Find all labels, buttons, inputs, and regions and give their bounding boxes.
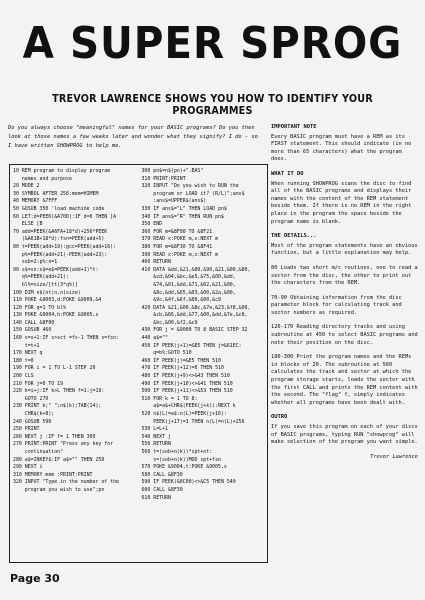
listing-line: 550 RETURN <box>141 441 171 448</box>
listing-line: 320 INPUT "Do you wish to RUN the <box>141 183 239 190</box>
listing-line: 60 LET:d=PEEK(&A70D):IF d=0 THEN [A <box>13 213 117 220</box>
listing-line: 560 t=(sob+n(k))*spt+nt: <box>141 448 213 455</box>
listing-line: 330 IF ans$="L" THEN LOAD pn$ <box>141 205 227 212</box>
listing-line: 430 FOR j = &9000 TO 8 BASIC STEP 32 <box>141 327 248 334</box>
sidebar-section <box>271 295 418 318</box>
listing-line: program you wish to use";pn <box>13 486 105 493</box>
listing-line: &cb,&66,&dd,&77,&00,&dd,&7e,&c8, <box>141 312 248 319</box>
sidebar-heading: IMPORTANT NOTE <box>271 124 317 130</box>
sidebar-paragraph: 70-90 Obtaining information from the disc parameter block for calculating track and sector numbers as required. <box>271 294 402 316</box>
listing-column-left <box>13 168 137 562</box>
listing-line: 440 a$="" <box>141 335 168 342</box>
listing-line: &bc,&00,&f2,&c9 <box>141 319 198 326</box>
listing-line: 110 POKE &9003,d:POKE &9009,&4 <box>13 297 102 304</box>
sidebar-paragraph: If you save this program on each of your discs of BASIC programs, typing RUN "showprog" will make selection of the program you want simple. <box>271 424 418 446</box>
listing-line: 220 k=i+j:IF k>L THEN f=1:j=19: <box>13 388 105 395</box>
listing-line: p%=PEEK(add+21)-PEEK(add+23): <box>13 251 108 258</box>
sidebar-section <box>271 233 418 258</box>
listing-line: 150 GOSUB 460 <box>13 327 52 334</box>
listing-line: 290 NEXT i <box>13 464 43 471</box>
listing-line: 610 RETURN <box>141 494 171 501</box>
listing-line: continuation" <box>13 448 64 455</box>
listing-line: ELSE [B <box>13 221 43 228</box>
listing-line: 350 END <box>141 221 163 228</box>
sidebar-section <box>271 414 418 446</box>
listing-line: 390 READ x:POKE m,x:NEXT m <box>141 251 219 258</box>
sidebar-section <box>271 265 418 288</box>
listing-line: 410 DATA &dd,&21,&00,&90,&21,&00,&80, <box>141 266 251 273</box>
listing-line: 140 CALL &8F00 <box>13 319 55 326</box>
listing-line: bl%=size/[tt(3*q%)] <box>13 281 78 288</box>
listing-line: 240 GOSUB 590 <box>13 418 52 425</box>
listing-line: 540 NEXT j <box>141 433 171 440</box>
listing-line: 370 READ x:POKE m,x:NEXT m <box>141 236 219 243</box>
sidebar-paragraph: 180-300 Print the program names and the REMs in blocks of 20. The subroutine at 560 calculates the track and sector at which the program storage starts, loads the sector with the first CALL and prints the REM content with the second. The "flag" f, simply indicates whether all programs have been dealt with. <box>271 354 418 406</box>
listing-line: 360 FOR m=&8F00 TO &8F21 <box>141 228 213 235</box>
listing-line: 30 SYMBOL AFTER 256:mem=HIMEM <box>13 190 99 197</box>
sidebar-heading: WHAT IT DO <box>271 170 304 177</box>
listing-line: 500 IF PEEK(j+11)<>&53 THEN 510 <box>141 388 233 395</box>
listing-line: 600 CALL &8F30 <box>141 486 183 493</box>
listing-column-right <box>141 168 264 562</box>
listing-line: 520 n$(L)=a$:n(L)=PEEK(j+16): <box>141 411 227 417</box>
sidebar-paragraph: Every BASIC program must have a REM as its FIRST statement. This should indicate (in no more than 65 characters) what the program does. <box>271 133 412 163</box>
listing-line: sob=2:p%:n=1 <box>13 259 58 266</box>
listing-line: 320 INPUT "Type in the number of the <box>13 479 119 486</box>
sidebar-paragraph: Most of the program statements have an obvious function, but a little explanation may help. <box>271 242 418 257</box>
listing-line: 80 t=PEEK(add+19):gcc=PEEK(add+16): <box>13 243 117 250</box>
listing-line: 120 FOR q=1 TO bl% <box>13 304 66 311</box>
listing-line: 450 IF PEEK(j+1)=&E5 THEN j=&61EC: <box>141 342 242 349</box>
sidebar-section <box>271 124 418 164</box>
listing-line: 260 NEXT j :IF f= 1 THEN 300 <box>13 433 96 440</box>
listing-line: 250 PRINT <box>13 426 40 433</box>
author-signature: Trevor Lawrence <box>370 453 418 460</box>
listing-line: 280 a$=INKEY$:IF a$="" THEN 250 <box>13 456 105 463</box>
listing-line: &cd,&04,&bc,&e5,&75,&00,&dd, <box>141 274 236 281</box>
listing-line: 70 add=PEEK(&A6FA+18*d)+256*PEEK <box>13 228 108 235</box>
listing-line: 210 FOR j=0 TO 19 <box>13 380 64 387</box>
listing-line: &8c,&dd,&65,&03,&00,&2a,&00, <box>141 289 236 296</box>
listing-line: GOTO 270 <box>13 395 49 402</box>
sidebar-heading: OUTRO <box>271 414 288 421</box>
listing-line: 230 PRINT k;" ";n$(k);TAB(14); <box>13 403 102 410</box>
listing-line: q=b%:GOTO 510 <box>141 350 192 357</box>
listing-line: 490 IF PEEK(j+10)<>&41 THEN 510 <box>141 380 233 387</box>
listing-line: 90 s$=sn:s$=e$=PEEK(add+1)*t: <box>13 266 99 273</box>
intro-paragraph: Do you always choose "meaningful" names for your BASIC programs? Do you then look at those names a few weeks later and wonder what they signify? I do - so I have written SHOWPROG to help me. <box>8 125 258 150</box>
listing-line: program or LOAD it? (R/L)";ans$ <box>141 190 245 197</box>
sidebar-text <box>271 124 418 461</box>
listing-line: 510 FOR k = 1 TO 8: <box>141 395 198 402</box>
listing-line: q%=PEEK(add+21): <box>13 274 69 281</box>
listing-line: 400 RETURN <box>141 259 171 266</box>
sidebar-paragraph: 80 Loads two short m/c routines, one to read a sector from the disc, the other to print out the characters from the REM. <box>271 264 418 287</box>
listing-line: 340 IF ans$="R" THEN RUN pn$ <box>141 213 224 220</box>
listing-line: 20 MODE 2 <box>13 183 40 190</box>
listing-line: 100 DIM n$(nt)n,n(size) <box>13 289 81 296</box>
listing-line: names and purpose <box>13 175 72 182</box>
listing-line: 420 DATA &21,&00,&8c,&7e,&23,&f8,&00, <box>141 304 251 311</box>
listing-line: 470 IF PEEK(j+12)=0 THEN 510 <box>141 365 224 372</box>
listing-line: a$=a$+CHR$(PEEK(j+k)):NEXT k <box>141 403 236 410</box>
sidebar-heading: THE DETAILS... <box>271 233 317 240</box>
listing-line: 590 IF PEEK(&8C00)<>&C5 THEN 540 <box>141 479 236 486</box>
listing-line: 310 MEMORY mem :PRINT:PRINT <box>13 471 93 478</box>
listing-line: PEEK(j+17)=1 THEN n(L)=n(L)+256 <box>141 418 245 425</box>
page-number: Page 30 <box>10 572 60 585</box>
listing-line: 460 IF PEEK(j)=&E5 THEN 510 <box>141 357 221 364</box>
listing-line: 160 s=s+1:IF s>sct =fs-1 THEN s=fsn: <box>13 335 119 342</box>
listing-line: 180 t=0 <box>13 357 34 364</box>
listing-line: 570 POKE &9004,t:POKE &9005,s <box>141 464 227 471</box>
listing-line: 310 PRINT:PRINT <box>141 175 186 182</box>
listing-line: 200 CLS <box>13 373 34 380</box>
listing-line: &9c,&4f,&6f,&00,&00,&c9 <box>141 297 221 304</box>
article-title: A SUPER SPROG <box>22 18 403 69</box>
listing-line: 480 IF PEEK(j+9)<>&43 THEN 510 <box>141 373 230 380</box>
sidebar-paragraph: When running SHOWPROG scans the disc to find all of the BASIC programs and displays their names with the content of the REM statement beside them. If there is no REM in the right place in the program the space beside the program name is blank. <box>271 180 412 225</box>
sidebar-section <box>271 171 418 226</box>
article-byline: TREVOR LAWRENCE SHOWS YOU HOW TO IDENTIFY YOUR PROGRAMMES <box>52 93 373 117</box>
listing-line: 530 L=L+1 <box>141 426 168 433</box>
sidebar-paragraph: 120-170 Reading directory tracks and using subroutine at 450 to select BASIC programs and note their position on the disc. <box>271 324 418 346</box>
listing-line: (&A61B+18*d):fsn=PEEK(add+5) <box>13 236 105 243</box>
listing-line: 170 NEXT q <box>13 350 43 357</box>
listing-line: CHR$(k+8); <box>13 411 55 417</box>
listing-line: :ans$=UPPER$(ans$) <box>141 198 207 205</box>
listing-line: 380 FOR m=&8F30 TO &8F41 <box>141 243 213 250</box>
listing-line: 130 POKE &9004,h:POKE &9005,s <box>13 312 99 319</box>
listing-line: 300 pn$=n$(pn)+".BAS" <box>141 168 204 174</box>
sidebar-section <box>271 354 418 407</box>
listing-line: 190 FOR i = 1 TO L-1 STEP 20 <box>13 365 96 372</box>
listing-line: t=t+1 <box>13 342 40 349</box>
listing-line: 10 REM program to display program <box>13 168 111 174</box>
program-listing-box <box>9 164 268 563</box>
listing-line: 50 GOSUB 350 'load machine code <box>13 205 105 212</box>
listing-line: 40 MEMORY &7FFF <box>13 198 58 205</box>
listing-line: 270 PRINT:PRINT "Press any key for <box>13 441 114 448</box>
sidebar-section <box>271 324 418 347</box>
listing-line: &74,&01,&dd,&71,&02,&21,&00, <box>141 281 236 288</box>
listing-line: 580 CALL &8F30 <box>141 471 183 478</box>
listing-line: s=(sob+n(k))MOD spt+fsn <box>141 456 221 463</box>
